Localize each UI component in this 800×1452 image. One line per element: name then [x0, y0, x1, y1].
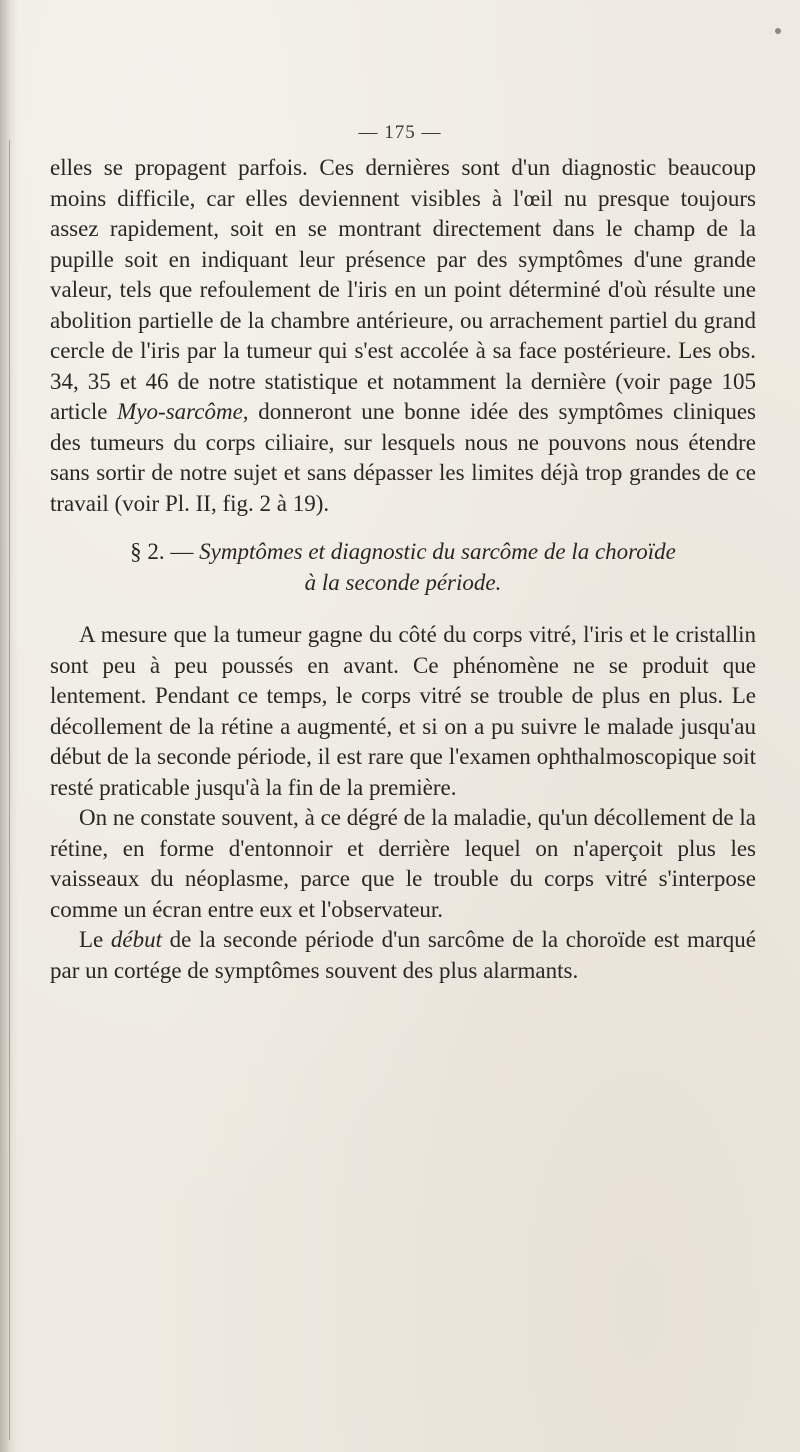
paragraph-1-text-b: donneront une bonne idée des symptômes cliniques des tumeurs du corps ciliaire, sur lesquels nous ne pouvons nous étendre sans sortir de notre sujet et sans dépasser les limites déjà trop grandes de ce travail (voir Pl. II, fig. 2 à 19).: [50, 399, 756, 516]
paragraph-4: [50, 925, 756, 986]
paragraph-2: A mesure que la tumeur gagne du côté du corps vitré, l'iris et le cristallin sont peu à peu poussés en avant. Ce phénomène ne se produit que lentement. Pendant ce temps, le corps vitré se trouble de plus en plus. Le décollement de la rétine a augmenté, et si on a pu suivre le malade jusqu'au début de la seconde période, il est rare que l'examen ophthalmoscopique soit resté praticable jusqu'à la fin de la première.: [50, 622, 756, 800]
section-heading: [50, 537, 756, 598]
page-edge-line: [9, 140, 10, 1440]
section-title-line-1: Symptômes et diagnostic du sarcôme de la choroïde: [199, 539, 676, 564]
paragraph-1-text-a: elles se propagent parfois. Ces dernières sont d'un diagnostic beaucoup moins difficile, car elles deviennent visibles à l'œil nu presque toujours assez rapidement, soit en se montrant directement dans le champ de la pupille soit en indiquant leur présence par des symptômes d'une grande valeur, tels que refoulement de l'iris en un point déterminé d'où résulte une abolition partielle de la chambre antérieure, ou arrachement partiel du grand cercle de l'iris par la tumeur qui s'est accolée à sa face postérieure. Les obs. 34, 35 et 46 de notre statistique et notamment la dernière (voir page 105 article: [50, 155, 756, 424]
paragraph-4-italic: début: [110, 927, 163, 952]
section-title-line-2: à la seconde période.: [304, 569, 502, 595]
ink-speck: [775, 28, 781, 34]
section-number: § 2. —: [130, 539, 200, 564]
paragraph-4-text-b: de la seconde période d'un sarcôme de la choroïde est marqué par un cortége de symptômes souvent des plus alarmants.: [50, 927, 756, 983]
paragraph-1-italic: Myo-sarcôme,: [117, 399, 249, 424]
paragraph-3: On ne constate souvent, à ce dégré de la maladie, qu'un décollement de la rétine, en forme d'entonnoir et derrière lequel on n'aperçoit plus les vaisseaux du néoplasme, parce que le trouble du corps vitré s'interpose comme un écran entre eux et l'observateur.: [50, 805, 756, 922]
page-number: — 175 —: [358, 122, 442, 143]
body-text: [50, 153, 756, 986]
paragraph-1: [50, 153, 756, 519]
paragraph-4-text-a: Le: [79, 927, 111, 952]
